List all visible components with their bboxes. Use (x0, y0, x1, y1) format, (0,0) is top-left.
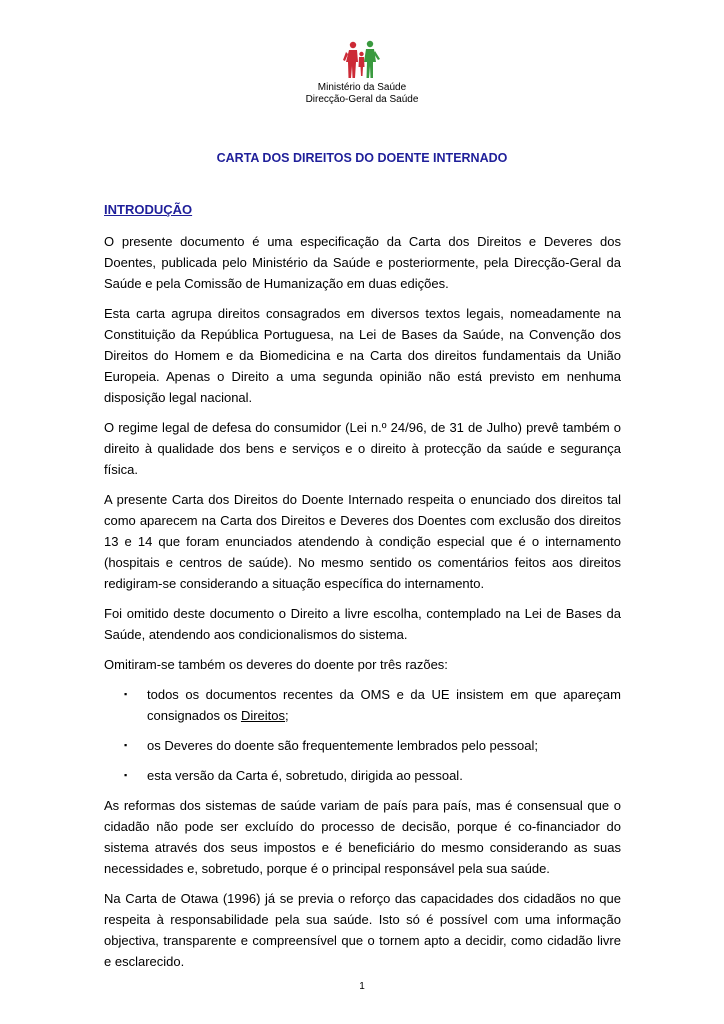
org-name-directorate: Direcção-Geral da Saúde (305, 94, 419, 105)
paragraph: Esta carta agrupa direitos consagrados em diversos textos legais, nomeadamente na Constituição da República Portuguesa, na Lei de Bases da Saúde, na Convenção dos Direitos do Homem e da Biomedicina e na Carta dos direitos fundamentais da União Europeia. Apenas o Direito a uma segunda opinião não está previsto em nenhuma disposição legal nacional. (104, 306, 621, 405)
document-title: CARTA DOS DIREITOS DO DOENTE INTERNADO (216, 151, 508, 165)
paragraph: Na Carta de Otawa (1996) já se previa o reforço das capacidades dos cidadãos no que respeita à responsabilidade pela sua saúde. Isto só é possível com uma informação objectiva, transparente e compreensível que o tornem apto a decidir, como cidadão livre e esclarecido. (104, 891, 621, 969)
paragraph: O regime legal de defesa do consumidor (Lei n.º 24/96, de 31 de Julho) prevê também o direito à qualidade dos bens e serviços e o direito à protecção da saúde e segurança física. (104, 420, 621, 477)
list-item (104, 684, 621, 726)
list-item-text: todos os documentos recentes da OMS e da UE insistem em que apareçam consignados os (147, 687, 621, 723)
direitos-underlined-text: Direitos (240, 708, 286, 723)
paragraph: Foi omitido deste documento o Direito a livre escolha, contemplado na Lei de Bases da Saúde, atendendo aos condicionalismos do sistema. (104, 606, 621, 642)
bullet-icon: ▪ (124, 770, 128, 780)
paragraph: A presente Carta dos Direitos do Doente Internado respeita o enunciado dos direitos tal como aparecem na Carta dos Direitos e Deveres dos Doentes com exclusão dos direitos 13 e 14 que foram enunciados atendendo à condição especial que é o internamento (hospitais e centros de saúde). No mesmo sentido os comentários feitos aos direitos redigiram-se considerando a situação específica do internamento. (104, 492, 621, 591)
list-item (104, 765, 621, 786)
page-number: 1 (359, 981, 365, 992)
paragraph: As reformas dos sistemas de saúde variam de país para país, mas é consensual que o cidadão não pode ser excluído do processo de decisão, porque é co-financiador do sistema através dos seus impostos e é beneficiário do mesmo considerando as suas necessidades e, sobretudo, porque é o principal responsável pela sua saúde. (104, 798, 621, 876)
list-item (104, 735, 621, 756)
list-item-text: esta versão da Carta é, sobretudo, dirigida ao pessoal. (147, 768, 463, 783)
document-body (104, 199, 621, 981)
page-header (0, 40, 724, 106)
list-item-punctuation: ; (285, 708, 289, 723)
list-item-text: os Deveres do doente são frequentemente lembrados pelo pessoal; (147, 738, 538, 753)
bullet-icon: ▪ (124, 740, 128, 750)
ministerio-saude-logo-icon (342, 40, 382, 82)
section-heading-introducao: INTRODUÇÃO (104, 202, 193, 217)
paragraph: Omitiram-se também os deveres do doente por três razões: (104, 657, 448, 672)
bullet-icon: ▪ (124, 689, 128, 699)
reasons-list (104, 684, 621, 786)
org-name-ministry: Ministério da Saúde (317, 82, 407, 93)
paragraph: O presente documento é uma especificação da Carta dos Direitos e Deveres dos Doentes, publicada pelo Ministério da Saúde e posteriormente, pela Direcção-Geral da Saúde e pela Comissão de Humanização em duas edições. (104, 234, 621, 291)
